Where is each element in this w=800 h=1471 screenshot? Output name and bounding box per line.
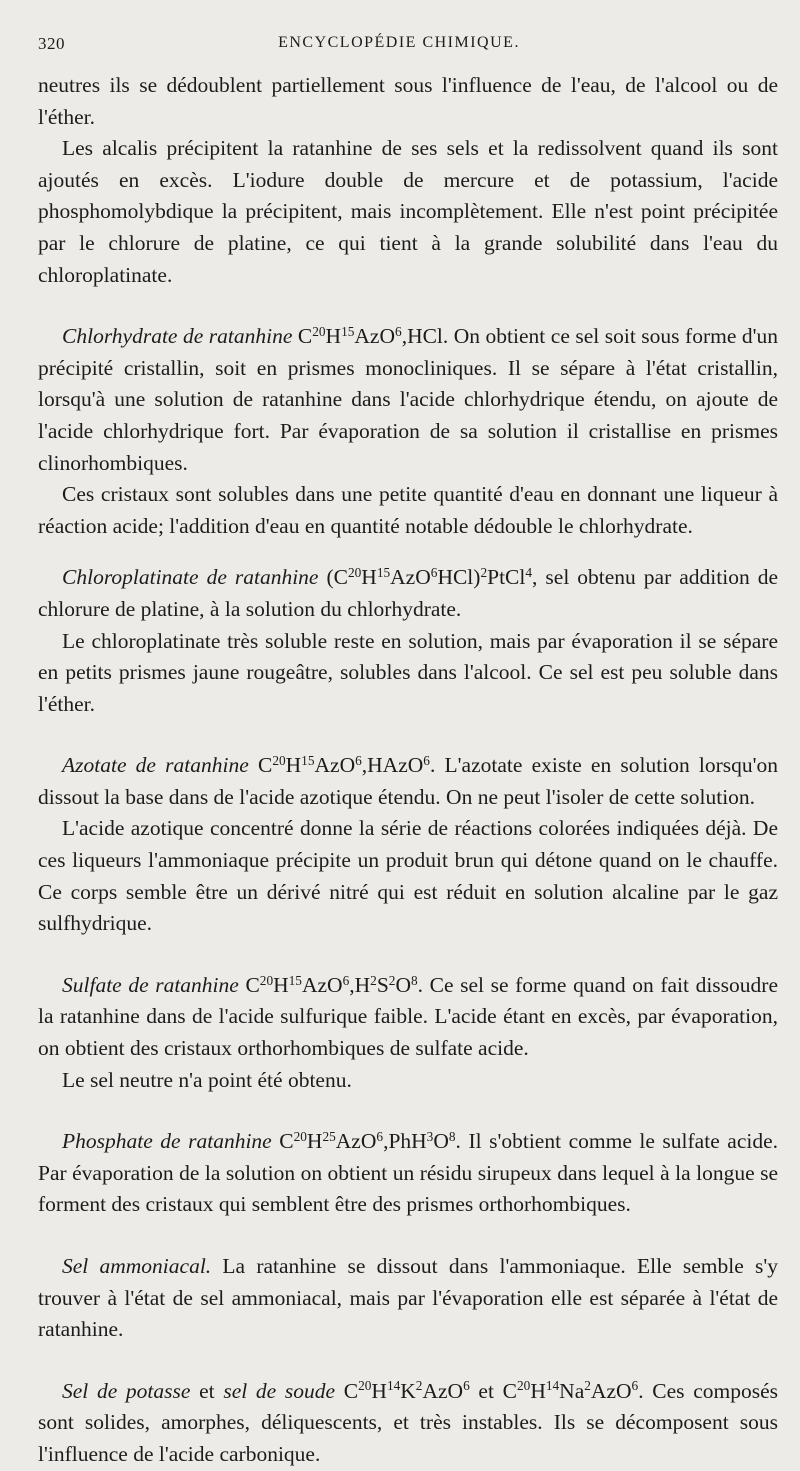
chemical-formula: $C^{20}H^{14}K^2AzO^6$ bbox=[335, 1378, 470, 1403]
section-text: On obtient ce sel soit sous forme d'un précipité cristallin, soit en prismes monocliniques. Il se sépare à l'état cristallin, lorsqu'à une solution de ratanhine dans l'acide chlorhydrique étendu, on ajoute de l'acide chlorhydrique fort. Par évaporation de sa solution il cristallise en prismes clinorhombiques. bbox=[38, 324, 778, 475]
section-title: Chloroplatinate de ratanhine bbox=[62, 565, 319, 590]
section-title: Sel de potasse bbox=[62, 1378, 191, 1403]
paragraph: Le sel neutre n'a point été obtenu. bbox=[62, 1067, 352, 1092]
paragraph-alcalis: Les alcalis précipitent la ratanhine de ses sels et la redissolvent quand ils sont ajoutés en excès. L'iodure double de mercure et de potassium, l'acide phosphomolybdique la précipitent, mais incomplètement. Elle n'est point précipitée par le chlorure de platine, ce qui tient à la grande solubilité dans l'eau du chloroplatinate. bbox=[38, 136, 778, 287]
section-title-2: sel de soude bbox=[223, 1378, 336, 1403]
section-sulfate bbox=[38, 970, 778, 1065]
chemical-formula: $C^{20}H^{15}AzO^6,HAzO^6$. bbox=[248, 752, 436, 778]
section-phosphate bbox=[38, 1126, 778, 1221]
chemical-formula: $C^{20}H^{25}AzO^6,PhH^3O^8$. bbox=[279, 1128, 461, 1154]
section-chlorhydrate bbox=[38, 321, 778, 479]
running-title: ENCYCLOPÉDIE CHIMIQUE. bbox=[278, 34, 520, 51]
section-ammoniacal bbox=[38, 1251, 778, 1346]
paragraph: L'acide azotique concentré donne la série de réactions colorées indiquées déjà. De ces liqueurs l'ammoniaque précipite un produit brun qui détone quand on le chauffe. Ce corps semble être un dérivé nitré qui est réduit en solution alcaline par le gaz sulfhydrique. bbox=[38, 816, 778, 936]
chemical-formula: $C^{20}H^{15}AzO^6,H^2S^2O^8$. bbox=[245, 972, 424, 997]
paragraph-continuation: neutres ils se dédoublent partiellement sous l'influence de l'eau, de l'alcool ou de l'éther. bbox=[38, 73, 778, 129]
body-text bbox=[38, 70, 778, 1471]
chemical-formula: $(C^{20}H^{15}AzO^6HCl)^2PtCl^4$, bbox=[326, 564, 538, 590]
section-text: Il s'obtient comme le sulfate acide. Par évaporation de la solution on obtient un résidu sirupeux dans lequel à la longue se forment des cristaux qui semblent être des prismes orthorhombiques. bbox=[38, 1129, 778, 1217]
chemical-formula: $C^{20}H^{15}AzO^6,HCl$. bbox=[297, 323, 449, 349]
section-title: Sulfate de ratanhine bbox=[62, 972, 239, 997]
section-title: Sel ammoniacal. bbox=[62, 1254, 212, 1278]
section-azotate bbox=[38, 750, 778, 813]
paragraph: Ces cristaux sont solubles dans une petite quantité d'eau en donnant une liqueur à réaction acide; l'addition d'eau en quantité notable dédouble le chlorhydrate. bbox=[38, 482, 778, 538]
page-header bbox=[38, 34, 760, 56]
page-number: 320 bbox=[38, 34, 65, 53]
section-text: L'azotate existe en solution lorsqu'on dissout la base dans de l'acide azotique étendu. On ne peut l'isoler de cette solution. bbox=[38, 753, 779, 809]
chemical-formula-2: $C^{20}H^{14}Na^2AzO^6$. bbox=[502, 1378, 644, 1403]
paragraph: Le chloroplatinate très soluble reste en solution, mais par évaporation il se sépare en petits prismes jaune rougeâtre, solubles dans l'alcool. Ce sel est peu soluble dans l'éther. bbox=[38, 628, 778, 716]
section-chloroplatinate bbox=[38, 562, 778, 625]
section-title: Phosphate de ratanhine bbox=[62, 1129, 272, 1154]
section-title: Chlorhydrate de ratanhine bbox=[62, 324, 293, 349]
section-potasse: Sel de potasse et sel de soude $C^{20}H^{14}K^2AzO^6$ et $C^{20}H^{14}Na^2AzO^6$. Ces composés sont solides, amorphes, déliquescents, et très instables. Ils se décomposent sous l'influence de l'acide carbonique. bbox=[38, 1378, 778, 1466]
section-title: Azotate de ratanhine bbox=[62, 753, 249, 778]
section-text: sel obtenu par addition de chlorure de platine, à la solution du chlorhydrate. bbox=[38, 565, 779, 621]
section-text: La ratanhine se dissout dans l'ammoniaque. Elle semble s'y trouver à l'état de sel ammoniacal, mais par l'évaporation elle est séparée à l'état de ratanhine. bbox=[38, 1254, 778, 1342]
section-text: Ces composés sont solides, amorphes, déliquescents, et très instables. Ils se décomposent sous l'influence de l'acide carbonique. bbox=[38, 1378, 778, 1466]
section-text: Ce sel se forme quand on fait dissoudre la ratanhine dans de l'acide sulfurique faible. L'acide étant en excès, par évaporation, on obtient des cristaux orthorhombiques de sulfate acide. bbox=[38, 972, 778, 1061]
